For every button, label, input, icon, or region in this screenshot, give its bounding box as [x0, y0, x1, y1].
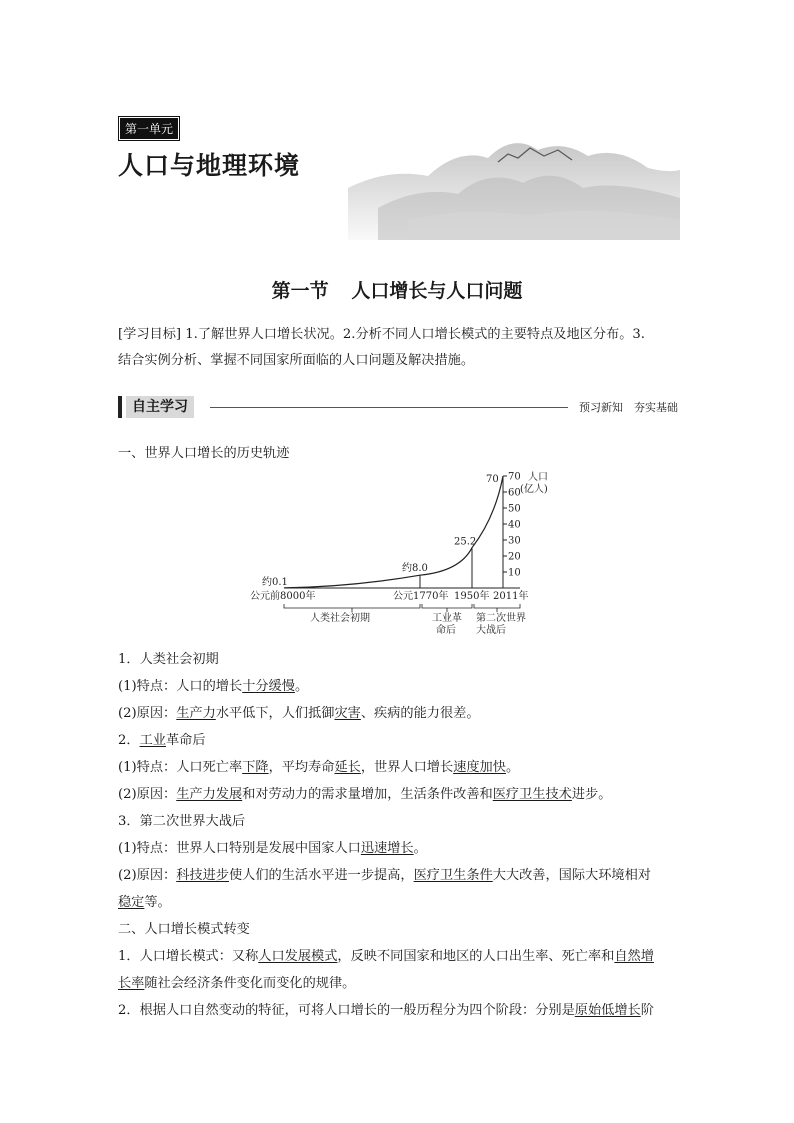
industrial-reason: (2)原因：生产力发展和对劳动力的需求量增加，生活条件改善和医疗卫生技术进步。 [118, 787, 612, 802]
heading-early: 1．人类社会初期 [118, 652, 219, 667]
learning-objectives [118, 322, 678, 374]
heading-postwar: 3．第二次世界大战后 [118, 814, 246, 829]
period-industrial-2: 命后 [436, 625, 456, 636]
population-growth-chart [250, 468, 550, 644]
model-definition-cont: 长率随社会经济条件变化而变化的规律。 [118, 976, 356, 991]
postwar-reason: (2)原因：科技进步使人们的生活水平进一步提高，医疗卫生条件大大改善，国际大环境相对 [118, 868, 651, 883]
y-axis-unit: (亿人) [520, 484, 548, 495]
unit-title: 人口与地理环境 [118, 151, 301, 180]
section-number: 第一节 [271, 280, 329, 302]
self-study-bar [118, 396, 678, 418]
period-bracket-postwar [474, 604, 520, 612]
point-label-2011: 70 [486, 474, 499, 485]
bar-divider [210, 407, 568, 408]
period-industrial-1: 工业革 [432, 613, 462, 624]
y-tick-label-40: 40 [508, 519, 521, 531]
heading-industrial: 2．工业革命后 [118, 733, 206, 748]
period-postwar-2: 大战后 [476, 625, 506, 636]
body-text [118, 646, 678, 1024]
objectives-text-1: 1.了解世界人口增长状况。2.分析不同人口增长模式的主要特点及地区分布。3. [185, 327, 645, 342]
early-feature: (1)特点：人口的增长十分缓慢。 [118, 679, 309, 694]
point-label-bc8000: 约0.1 [262, 576, 288, 588]
y-tick-label-10: 10 [508, 567, 521, 579]
bar-marker [118, 396, 122, 418]
objectives-text-2: 结合实例分析、掌握不同国家所面临的人口问题及解决措施。 [118, 353, 475, 368]
section-title [0, 276, 794, 303]
postwar-feature: (1)特点：世界人口特别是发展中国家人口迅速增长。 [118, 841, 427, 856]
y-tick-label-30: 30 [508, 535, 521, 547]
unit-tag: 第一单元 [120, 118, 178, 139]
industrial-feature: (1)特点：人口死亡率下降，平均寿命延长，世界人口增长速度加快。 [118, 760, 520, 775]
period-postwar-1: 第二次世界 [476, 613, 526, 624]
y-axis-label: 人口 [528, 472, 548, 483]
objectives-label: [学习目标] [118, 327, 182, 342]
x-label-1770: 公元1770年 [393, 591, 449, 602]
x-label-2011: 2011年 [493, 591, 529, 602]
y-tick-label-50: 50 [508, 503, 521, 515]
period-early: 人类社会初期 [310, 613, 370, 624]
early-reason: (2)原因：生产力水平低下，人们抵御灾害、疾病的能力很差。 [118, 706, 480, 721]
point-label-1770: 约8.0 [402, 563, 428, 575]
part1-title: 一、世界人口增长的历史轨迹 [118, 446, 290, 461]
model-definition: 1．人口增长模式：又称人口发展模式，反映不同国家和地区的人口出生率、死亡率和自然增 [118, 949, 654, 964]
mountain-landscape-illustration [348, 128, 680, 240]
self-study-label: 自主学习 [126, 396, 194, 418]
period-bracket-early [284, 604, 420, 612]
period-bracket-industrial [422, 604, 472, 612]
x-label-bc8000: 公元前8000年 [250, 591, 316, 602]
y-tick-label-20: 20 [508, 551, 521, 563]
part1-heading [118, 440, 678, 467]
part2-title: 二、人口增长模式转变 [118, 922, 250, 937]
self-study-right: 预习新知 夯实基础 [579, 401, 678, 414]
y-tick-label-70: 70 [508, 471, 521, 483]
postwar-reason-cont: 稳定等。 [118, 895, 171, 910]
x-label-1950: 1950年 [454, 591, 490, 602]
model-stages: 2．根据人口自然变动的特征，可将人口增长的一般历程分为四个阶段：分别是原始低增长阶 [118, 1003, 654, 1018]
population-curve [284, 476, 503, 588]
section-name: 人口增长与人口问题 [351, 280, 523, 302]
point-label-1950: 25.2 [454, 536, 477, 548]
y-tick-label-60: 60 [508, 487, 521, 499]
